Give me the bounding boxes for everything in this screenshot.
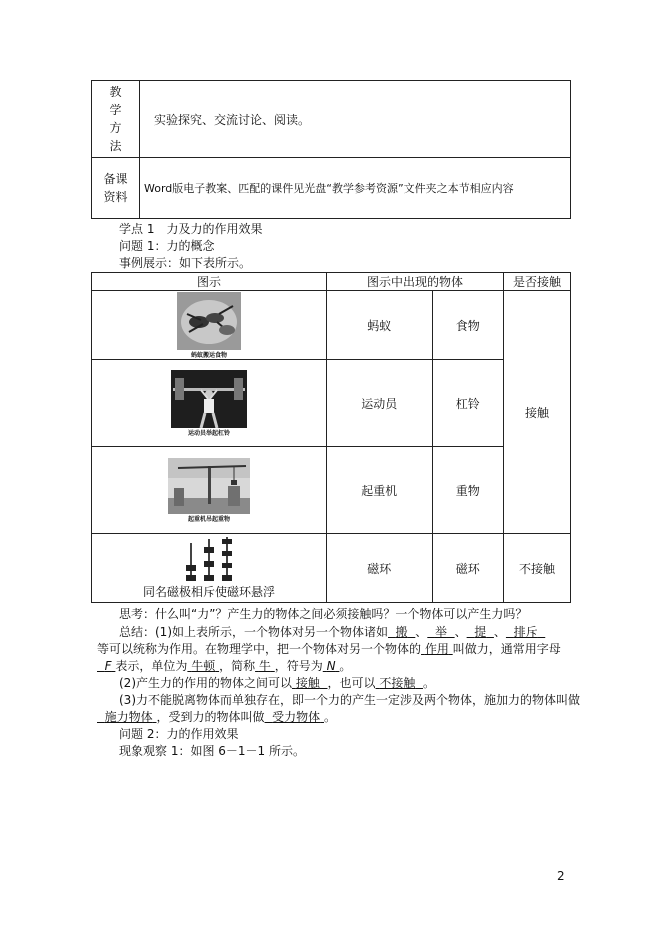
info-table: [91, 80, 571, 219]
header-objects: 图示中出现的物体: [327, 273, 504, 291]
method-label: 教 学 方 法: [92, 81, 140, 158]
image-caption: 蚂蚁搬运食物: [190, 351, 227, 359]
summary-line2: 等可以统称为作用。在物理学中，把一个物体对另一个物体的 作用 叫做力，通常用字母: [97, 642, 561, 656]
blank-niu: 牛: [258, 659, 271, 673]
blank-newton: 牛顿: [191, 659, 216, 673]
blank-ti: 提: [474, 625, 487, 639]
blank-paichi: 排斥: [513, 625, 538, 639]
prep-label: 备课 资料: [92, 158, 140, 219]
blank-shouli: 受力物体: [272, 710, 321, 724]
object-1: 起重机: [327, 447, 433, 534]
blank-symbol-n: N: [326, 659, 336, 673]
question2: 问题 2：力的作用效果: [119, 727, 239, 741]
section-example: 事例展示：如下表所示。: [119, 256, 252, 270]
image-cell: [92, 534, 327, 603]
object-2: 磁环: [432, 534, 503, 603]
blank-ju: 举: [434, 625, 447, 639]
object-1: 磁环: [327, 534, 433, 603]
blank-zuoyong: 作用: [424, 642, 449, 656]
object-1: 蚂蚁: [327, 291, 433, 360]
object-2: 重物: [432, 447, 503, 534]
blank-no-contact: 不接触: [379, 676, 416, 690]
prep-value: Word版电子教案、匹配的课件见光盘“教学参考资源”文件夹之本节相应内容: [140, 158, 571, 219]
image-caption: 运动员举起杠铃: [187, 429, 230, 437]
contact-merged: 接触: [504, 291, 571, 534]
image-cell: [92, 360, 327, 447]
magnet-rings-photo: [181, 537, 237, 583]
page-number: 2: [557, 869, 565, 883]
blank-symbol-f: F: [104, 659, 112, 673]
object-1: 运动员: [327, 360, 433, 447]
ant-photo: [177, 292, 241, 350]
observation1: 现象观察 1：如图 6－1－1 所示。: [119, 744, 305, 758]
section-point1: 学点 1 力及力的作用效果: [119, 222, 263, 236]
point2-line: (2)产生力的作用的物体之间可以 接触 ，也可以 不接触 。: [119, 676, 435, 690]
point3-line: (3)力不能脱离物体而单独存在，即一个力的产生一定涉及两个物体，施加力的物体叫做: [119, 693, 581, 707]
blank-ban: 搬: [395, 625, 408, 639]
image-caption: 起重机吊起重物: [187, 515, 230, 523]
summary-line1: 总结：(1)如上表所示，一个物体对另一个物体诸如 搬 、 举 、 提 、 排斥: [119, 624, 545, 640]
summary-line3: F 表示，单位为 牛顿 ，简称 牛 ，符号为 N 。: [97, 658, 351, 674]
image-cell: [92, 447, 327, 534]
point3-line2: 施力物体 ，受到力的物体叫做 受力物体 。: [97, 709, 336, 725]
blank-shili: 施力物体: [104, 710, 153, 724]
contact-value: 不接触: [504, 534, 571, 603]
header-contact: 是否接触: [504, 273, 571, 291]
think-paragraph: 思考：什么叫“力”？产生力的物体之间必须接触吗？一个物体可以产生力吗？: [119, 607, 528, 621]
image-cell: [92, 291, 327, 360]
section-q1: 问题 1：力的概念: [119, 239, 215, 253]
example-table: [91, 272, 571, 603]
object-2: 食物: [432, 291, 503, 360]
weightlifter-photo: [171, 370, 247, 428]
blank-contact: 接触: [295, 676, 320, 690]
header-image: 图示: [92, 273, 327, 291]
method-value: 实验探究、交流讨论、阅读。: [140, 81, 571, 158]
object-2: 杠铃: [432, 360, 503, 447]
image-caption: 同名磁极相斥使磁环悬浮: [142, 584, 275, 599]
crane-photo: [168, 458, 250, 514]
